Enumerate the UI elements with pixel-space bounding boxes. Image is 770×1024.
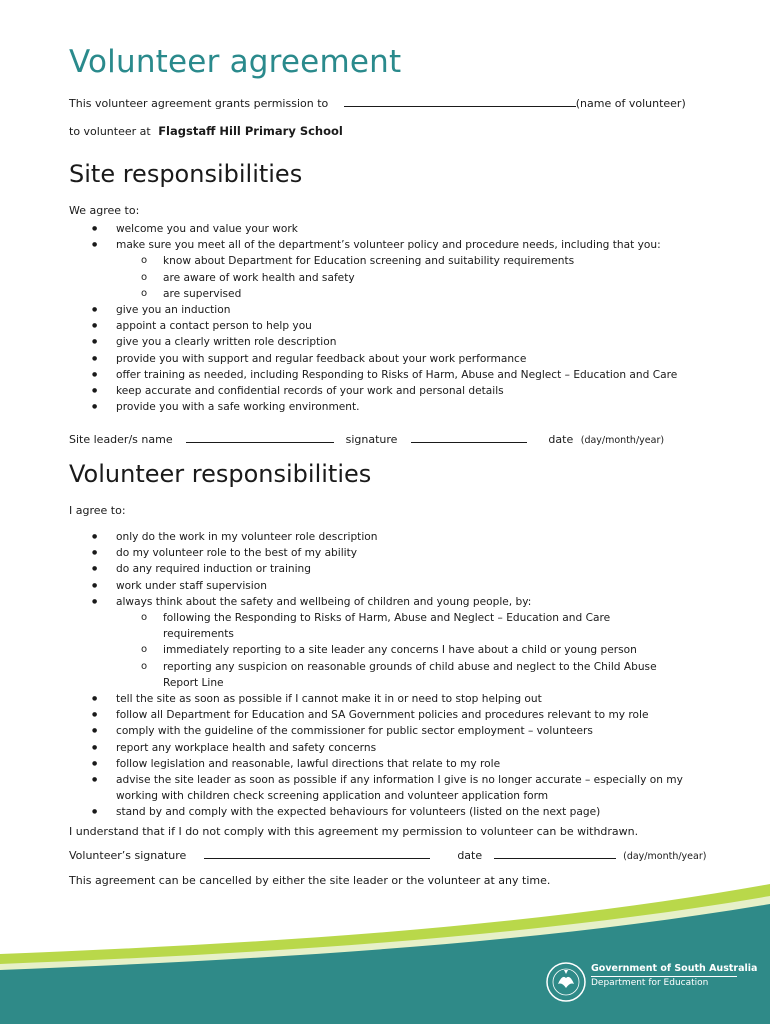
name-of-volunteer-hint: (name of volunteer) <box>575 97 686 110</box>
list-item: ● give you a clearly written role description <box>88 334 677 350</box>
list-item: ● give you an induction <box>88 302 677 318</box>
volunteer-date-format-hint: (day/month/year) <box>623 851 707 862</box>
site-date-label: date <box>548 433 574 446</box>
volunteer-signature-field[interactable] <box>204 849 430 859</box>
page-title: Volunteer agreement <box>69 44 402 80</box>
site-date-format-hint: (day/month/year) <box>580 435 665 446</box>
list-item: ● offer training as needed, including Responding to Risks of Harm, Abuse and Neglect – Education and Care <box>88 367 677 383</box>
site-signoff-line <box>69 433 664 446</box>
site-responsibilities-heading: Site responsibilities <box>69 160 303 188</box>
list-item-text: always think about the safety and wellbeing of children and young people, by: <box>116 595 532 608</box>
footer-wave-banner <box>0 884 770 1024</box>
list-item: ● tell the site as soon as possible if I cannot make it in or need to stop helping out <box>88 691 683 707</box>
volunteer-responsibilities-list <box>88 529 683 821</box>
list-item: ● provide you with support and regular feedback about your work performance <box>88 351 677 367</box>
volunteer-date-label: date <box>457 849 483 862</box>
sub-list-item <box>136 610 683 642</box>
list-item: ● welcome you and value your work <box>88 221 677 237</box>
sub-list-item: o know about Department for Education screening and suitability requirements <box>136 253 677 269</box>
list-item <box>88 772 683 804</box>
volunteer-sublist <box>116 610 683 691</box>
list-item: ● appoint a contact person to help you <box>88 318 677 334</box>
list-item <box>88 237 677 302</box>
list-item: ● stand by and comply with the expected behaviours for volunteers (listed on the next page) <box>88 804 683 820</box>
grant-line <box>69 97 686 110</box>
sub-list-item-continuation: requirements <box>163 628 234 641</box>
list-item-continuation: working with children check screening application and volunteer application form <box>116 790 549 803</box>
volunteer-responsibilities-heading: Volunteer responsibilities <box>69 460 372 488</box>
list-item: ● report any workplace health and safety concerns <box>88 740 683 756</box>
sub-list-item <box>136 659 683 691</box>
sub-list-item: o are aware of work health and safety <box>136 270 677 286</box>
cancellation-statement: This agreement can be cancelled by either the site leader or the volunteer at any time. <box>69 874 551 887</box>
volunteer-at-line <box>69 124 343 138</box>
sub-list-item: o are supervised <box>136 286 677 302</box>
list-item: ● provide you with a safe working environment. <box>88 399 677 415</box>
site-signature-field[interactable] <box>411 433 527 443</box>
list-item: ● follow all Department for Education and SA Government policies and procedures relevant to my role <box>88 707 683 723</box>
volunteer-date-field[interactable] <box>494 849 616 859</box>
site-responsibilities-list <box>88 221 677 415</box>
list-item-text: make sure you meet all of the department’s volunteer policy and procedure needs, including that you: <box>116 239 661 252</box>
school-name: Flagstaff Hill Primary School <box>158 124 343 138</box>
volunteer-at-label: to volunteer at <box>69 125 151 138</box>
list-item: ● only do the work in my volunteer role description <box>88 529 683 545</box>
list-item-text: ● advise the site leader as soon as possible if any information I give is no longer accurate – especially on my <box>116 774 683 787</box>
volunteer-signature-label: Volunteer’s signature <box>69 849 187 862</box>
list-item: ● work under staff supervision <box>88 578 683 594</box>
site-leader-label: Site leader/s name <box>69 433 173 446</box>
sub-list-item-continuation: Report Line <box>163 676 224 689</box>
sub-list-item-text: o reporting any suspicion on reasonable grounds of child abuse and neglect to the Child Abuse <box>163 660 657 673</box>
list-item: ● do my volunteer role to the best of my ability <box>88 545 683 561</box>
sub-list-item: o immediately reporting to a site leader any concerns I have about a child or young person <box>136 642 683 658</box>
volunteer-name-field[interactable] <box>344 97 576 107</box>
list-item: ● follow legislation and reasonable, lawful directions that relate to my role <box>88 756 683 772</box>
list-item: ● do any required induction or training <box>88 561 683 577</box>
site-sublist <box>116 253 677 302</box>
volunteer-signoff-line <box>69 849 706 862</box>
government-name: Government of South Australia <box>591 963 758 974</box>
sa-government-piping-shrike-seal-icon <box>542 960 590 1004</box>
grant-text: This volunteer agreement grants permission to <box>69 97 329 110</box>
list-item <box>88 594 683 691</box>
list-item: ● comply with the guideline of the commissioner for public sector employment – volunteers <box>88 723 683 739</box>
site-leader-name-field[interactable] <box>186 433 334 443</box>
withdrawal-statement: I understand that if I do not comply with this agreement my permission to volunteer can be withdrawn. <box>69 825 639 838</box>
list-item: ● keep accurate and confidential records of your work and personal details <box>88 383 677 399</box>
volunteer-lead-text: I agree to: <box>69 504 126 517</box>
sub-list-item-text: o following the Responding to Risks of Harm, Abuse and Neglect – Education and Care <box>163 612 611 625</box>
footer-divider <box>591 976 737 977</box>
site-lead-text: We agree to: <box>69 204 140 217</box>
department-name: Department for Education <box>591 978 709 988</box>
site-signature-label: signature <box>345 433 398 446</box>
